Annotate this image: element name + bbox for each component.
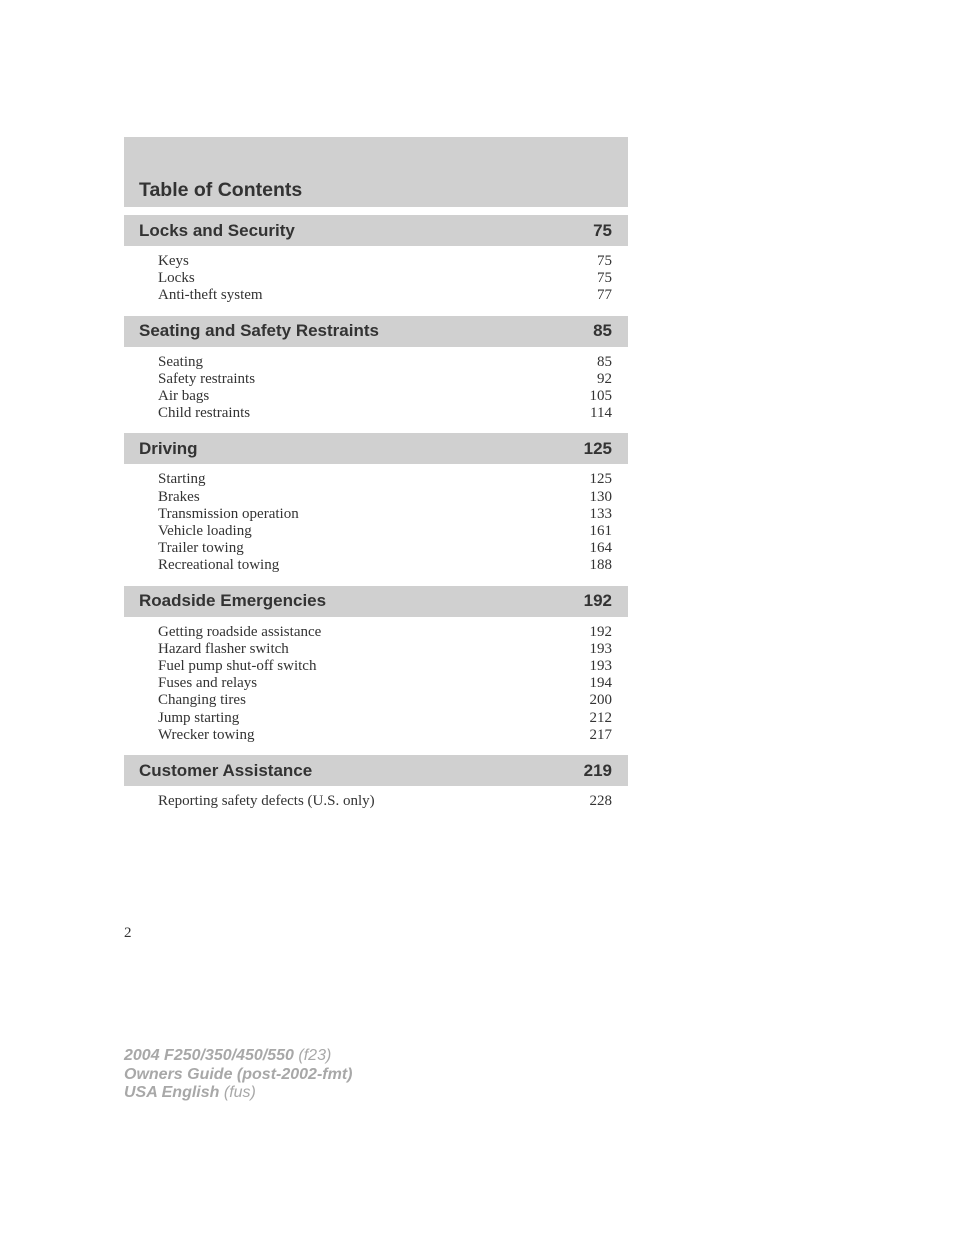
entry-label: Anti-theft system (158, 287, 263, 304)
entry-label: Starting (158, 471, 206, 488)
toc-entry[interactable] (158, 506, 612, 523)
toc-sections (124, 215, 628, 813)
toc-entry[interactable] (158, 540, 612, 557)
footer-line-2 (124, 1066, 352, 1085)
toc-entry[interactable] (158, 489, 612, 506)
toc-entry[interactable] (158, 270, 612, 287)
entry-page: 193 (589, 640, 612, 657)
entry-label: Vehicle loading (158, 523, 252, 540)
entry-label: Fuses and relays (158, 675, 258, 692)
entry-page: 188 (589, 557, 612, 574)
toc-entry[interactable] (158, 405, 612, 422)
entry-page: 133 (589, 505, 612, 522)
toc-entry[interactable] (158, 557, 612, 574)
footer-guide: Owners Guide (post-2002-fmt) (124, 1065, 353, 1083)
entry-page: 75 (597, 253, 612, 269)
toc-entry[interactable] (158, 675, 612, 692)
section-page: 219 (583, 760, 612, 780)
entry-page: 125 (589, 471, 612, 488)
entry-label: Safety restraints (158, 370, 256, 387)
entry-page: 75 (597, 270, 612, 287)
toc-entry[interactable] (158, 624, 612, 641)
toc-entry[interactable] (158, 793, 612, 810)
section-page: 85 (593, 321, 612, 341)
entry-label: Child restraints (158, 405, 251, 422)
toc-entry[interactable] (158, 253, 612, 270)
toc-title: Table of Contents (139, 179, 303, 201)
entry-label: Seating (158, 353, 203, 370)
entry-page: 92 (597, 370, 612, 387)
entry-page: 212 (589, 709, 612, 726)
toc-section-header[interactable] (124, 755, 628, 786)
toc-entry[interactable] (158, 641, 612, 658)
footer-model: 2004 F250/350/450/550 (124, 1047, 294, 1064)
entry-page: 194 (589, 675, 612, 692)
entry-page: 77 (597, 287, 612, 304)
section-page: 125 (583, 438, 612, 458)
entry-page: 193 (589, 658, 612, 675)
entry-page: 130 (589, 488, 612, 505)
toc-section-header[interactable] (124, 316, 628, 347)
toc-entry[interactable] (158, 388, 612, 405)
entry-page: 200 (589, 692, 612, 709)
section-title: Customer Assistance (139, 760, 313, 780)
document-footer (124, 1047, 352, 1103)
toc-entry[interactable] (158, 710, 612, 727)
entry-page: 85 (597, 353, 612, 370)
toc-entry[interactable] (158, 371, 612, 388)
section-title: Driving (139, 438, 198, 458)
footer-language: USA English (124, 1084, 220, 1101)
section-page: 192 (583, 591, 612, 611)
entry-label: Keys (158, 253, 189, 269)
section-title: Seating and Safety Restraints (139, 321, 379, 341)
section-page: 75 (593, 220, 612, 240)
entry-page: 228 (589, 793, 612, 810)
table-of-contents (124, 137, 628, 813)
section-title: Roadside Emergencies (139, 591, 327, 611)
entry-label: Locks (158, 270, 195, 287)
entry-label: Air bags (158, 388, 210, 405)
entry-page: 192 (589, 623, 612, 640)
entry-label: Changing tires (158, 692, 246, 709)
entry-label: Brakes (158, 488, 200, 505)
toc-section-header[interactable] (124, 586, 628, 617)
entry-label: Trailer towing (158, 540, 244, 557)
entry-page: 114 (590, 405, 612, 422)
toc-entry-list (124, 246, 628, 308)
section-title: Locks and Security (139, 220, 295, 240)
footer-line-1 (124, 1047, 352, 1066)
toc-section-header[interactable] (124, 215, 628, 246)
toc-section-header[interactable] (124, 433, 628, 464)
toc-entry[interactable] (158, 727, 612, 744)
toc-entry[interactable] (158, 287, 612, 304)
toc-entry[interactable] (158, 523, 612, 540)
entry-page: 161 (589, 523, 612, 540)
toc-entry-list (124, 617, 628, 747)
entry-label: Hazard flasher switch (158, 640, 289, 657)
toc-entry[interactable] (158, 471, 612, 488)
entry-page: 164 (589, 540, 612, 557)
toc-entry[interactable] (158, 354, 612, 371)
entry-label: Transmission operation (158, 505, 299, 522)
entry-label: Getting roadside assistance (158, 623, 322, 640)
entry-label: Reporting safety defects (U.S. only) (158, 793, 375, 810)
toc-header (124, 137, 628, 207)
footer-model-code: (f23) (298, 1047, 332, 1064)
toc-entry[interactable] (158, 658, 612, 675)
toc-entry-list (124, 786, 628, 813)
entry-label: Wrecker towing (158, 726, 255, 743)
entry-page: 105 (589, 388, 612, 405)
entry-label: Recreational towing (158, 557, 280, 574)
toc-entry-list (124, 347, 628, 426)
toc-entry-list (124, 464, 628, 577)
footer-language-code: (fus) (223, 1084, 256, 1101)
entry-label: Fuel pump shut-off switch (158, 658, 317, 675)
toc-entry[interactable] (158, 692, 612, 709)
page-number: 2 (124, 925, 132, 941)
entry-page: 217 (589, 726, 612, 743)
footer-line-3 (124, 1084, 352, 1103)
entry-label: Jump starting (158, 709, 240, 726)
